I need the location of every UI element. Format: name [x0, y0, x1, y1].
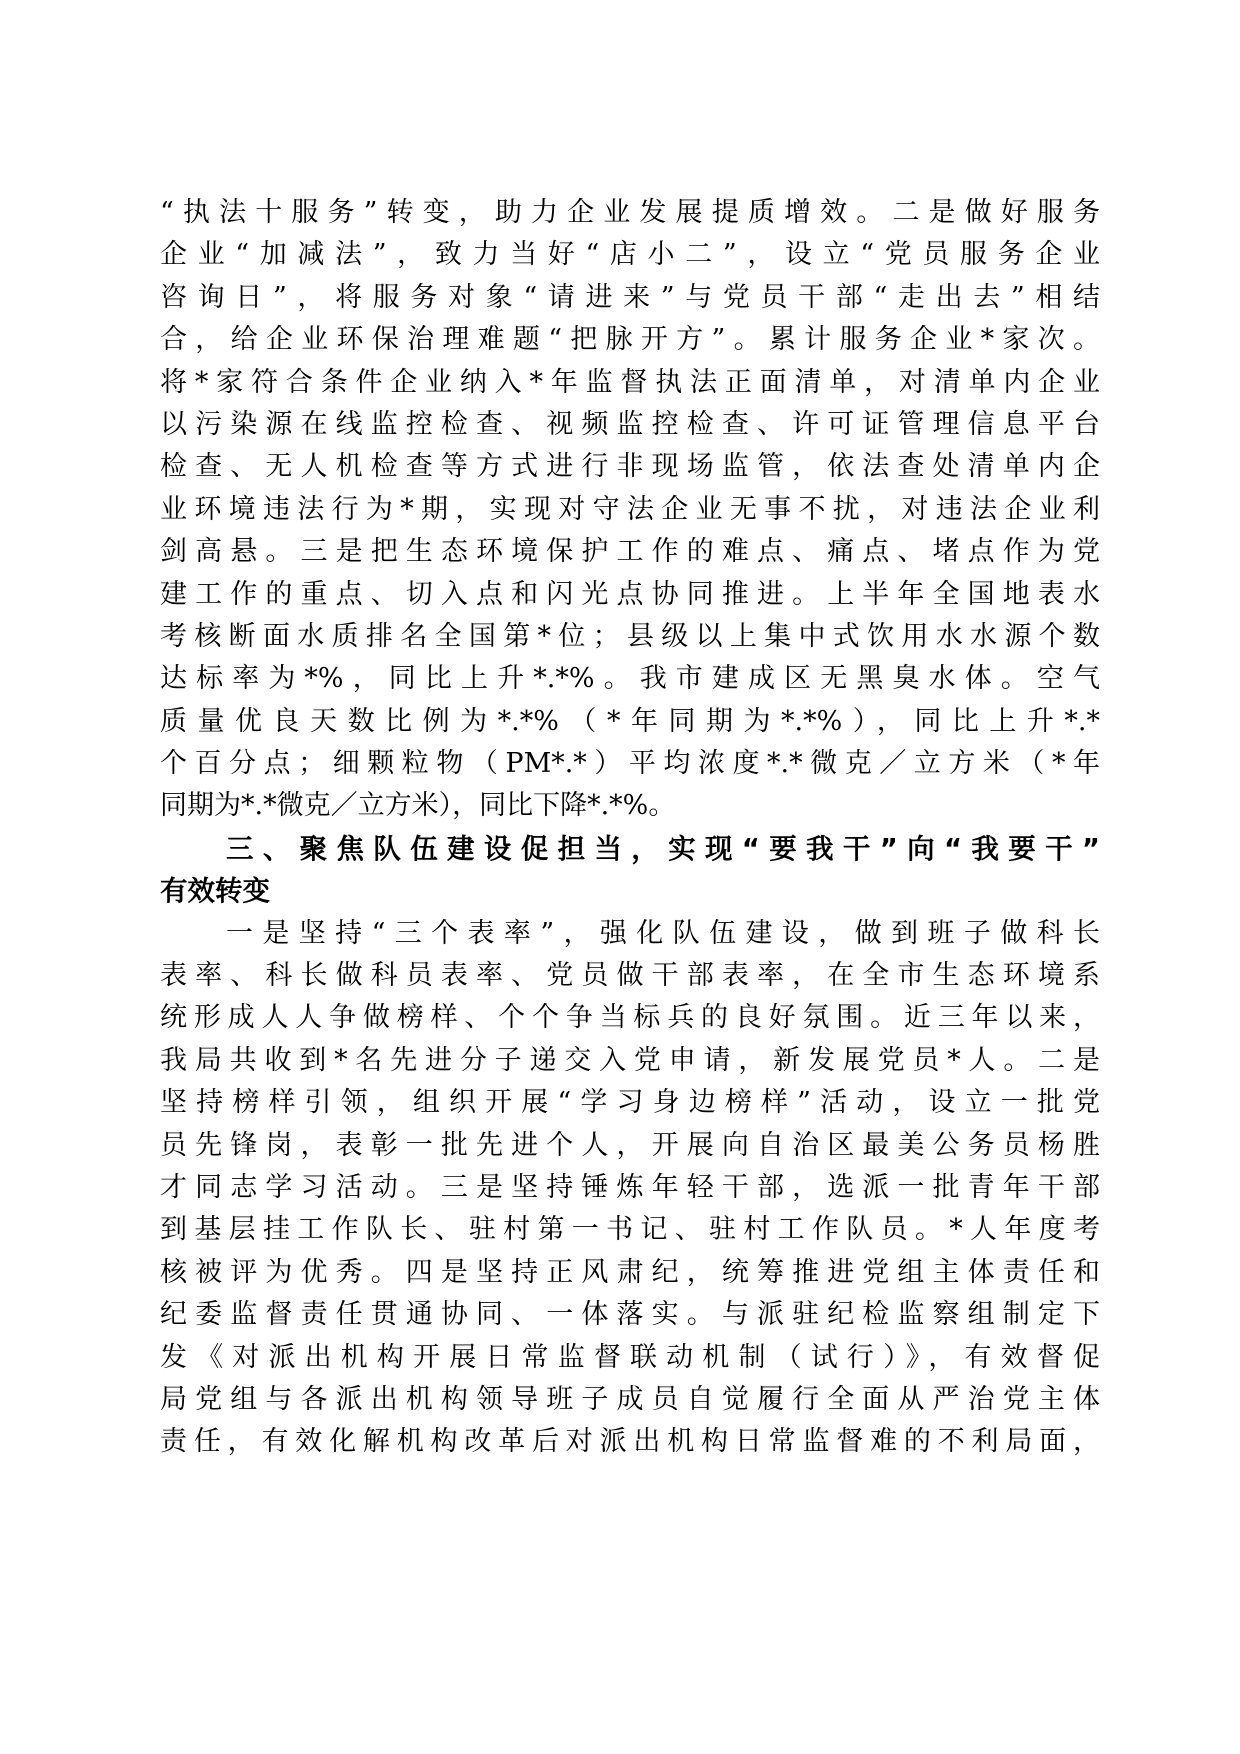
- text-line: 员先锋岗，表彰一批先进个人，开展向自治区最美公务员杨胜: [160, 1129, 1100, 1161]
- text-line: 纪委监督责任贯通协同、一体落实。与派驻纪检监察组制定下: [160, 1299, 1100, 1331]
- text-line: 到基层挂工作队长、驻村第一书记、驻村工作队员。*人年度考: [160, 1214, 1100, 1246]
- section-heading-continued: 有效转变: [160, 875, 270, 908]
- text-line: “执法十服务”转变，助力企业发展提质增效。二是做好服务: [160, 197, 1100, 228]
- section-heading: 三、聚焦队伍建设促担当，实现“要我干”向“我要干”: [226, 832, 1100, 865]
- text-line: 达标率为*%，同比上升*.*%。我市建成区无黑臭水体。空气: [160, 663, 1100, 695]
- text-line: 责任，有效化解机构改革后对派出机构日常监督难的不利局面，: [160, 1426, 1100, 1458]
- text-line: 将*家符合条件企业纳入*年监督执法正面清单，对清单内企业: [160, 366, 1100, 398]
- text-line: 表率、科长做科员表率、党员做干部表率，在全市生态环境系: [160, 960, 1100, 992]
- body-text: [160, 192, 1100, 1464]
- text-line: 剑高悬。三是把生态环境保护工作的难点、痛点、堵点作为党: [160, 536, 1100, 568]
- text-line: 统形成人人争做榜样、个个争当标兵的良好氛围。近三年以来，: [160, 1002, 1100, 1034]
- text-line: 以污染源在线监控检查、视频监控检查、许可证管理信息平台: [160, 408, 1100, 440]
- text-line: 发《对派出机构开展日常监督联动机制（试行）》，有效督促: [160, 1341, 1100, 1373]
- text-line: 个百分点；细颗粒物（PM*.*）平均浓度*.*微克／立方米（*年: [160, 748, 1100, 780]
- text-line: 同期为*.*微克／立方米），同比下降*.*%。: [160, 790, 676, 822]
- text-line: 核被评为优秀。四是坚持正风肃纪，统筹推进党组主体责任和: [160, 1256, 1100, 1288]
- text-line: 才同志学习活动。三是坚持锤炼年轻干部，选派一批青年干部: [160, 1171, 1100, 1203]
- text-line: 检查、无人机检查等方式进行非现场监管，依法查处清单内企: [160, 451, 1100, 483]
- text-line: 局党组与各派出机构领导班子成员自觉履行全面从严治党主体: [160, 1383, 1100, 1415]
- text-line: 企业“加减法”，致力当好“店小二”，设立“党员服务企业: [160, 239, 1100, 271]
- text-line: 质量优良天数比例为*.*%（*年同期为*.*%），同比上升*.*: [160, 705, 1100, 737]
- text-line: 坚持榜样引领，组织开展“学习身边榜样”活动，设立一批党: [160, 1087, 1100, 1119]
- text-line: 业环境违法行为*期，实现对守法企业无事不扰，对违法企业利: [160, 493, 1100, 525]
- text-line: 咨询日”，将服务对象“请进来”与党员干部“走出去”相结: [160, 281, 1100, 313]
- text-line: 考核断面水质排名全国第*位；县级以上集中式饮用水水源个数: [160, 620, 1100, 652]
- text-line: 我局共收到*名先进分子递交入党申请，新发展党员*人。二是: [160, 1044, 1100, 1076]
- text-line: 合，给企业环保治理难题“把脉开方”。累计服务企业*家次。: [160, 324, 1100, 356]
- text-line: 一是坚持“三个表率”，强化队伍建设，做到班子做科长: [226, 917, 1100, 949]
- text-line: 建工作的重点、切入点和闪光点协同推进。上半年全国地表水: [160, 578, 1100, 610]
